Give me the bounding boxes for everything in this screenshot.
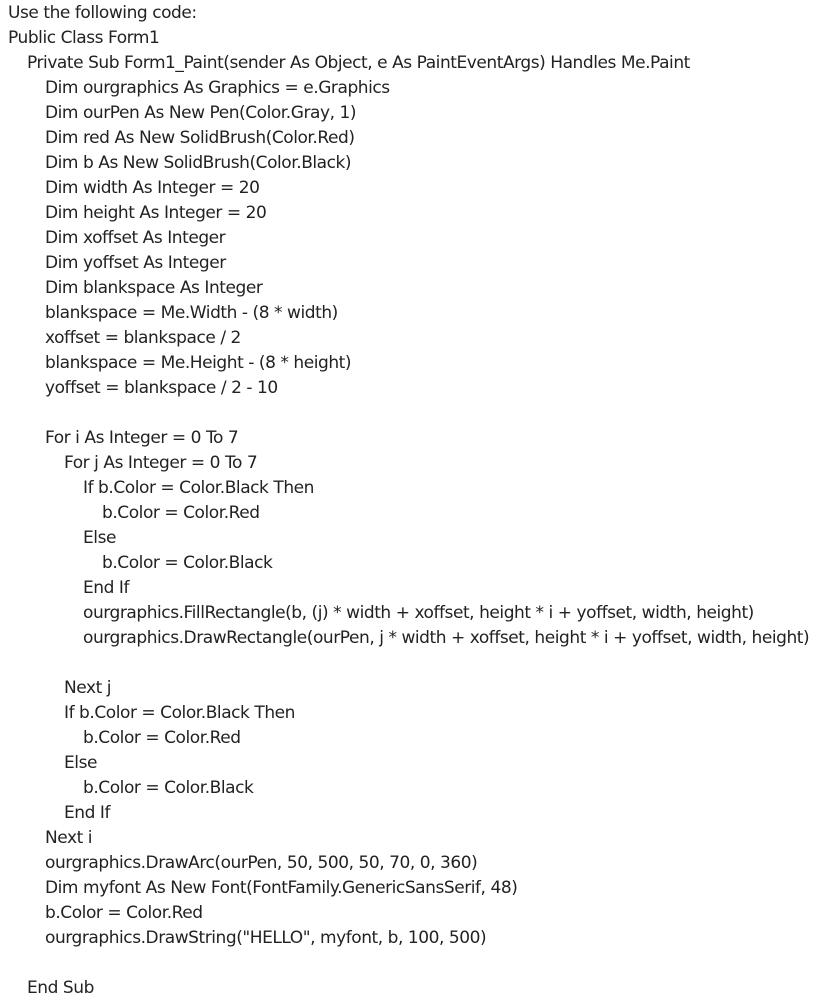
code-line: Dim yoffset As Integer <box>45 253 226 273</box>
code-line: blankspace = Me.Width - (8 * width) <box>45 303 338 323</box>
code-line: End Sub <box>27 978 94 998</box>
code-line: blankspace = Me.Height - (8 * height) <box>45 353 352 373</box>
code-line: Dim width As Integer = 20 <box>45 178 260 198</box>
code-line: ourgraphics.DrawArc(ourPen, 50, 500, 50, 70, 0, 360) <box>45 853 478 873</box>
code-line: Private Sub Form1_Paint(sender As Object, e As PaintEventArgs) Handles Me.Paint <box>27 53 690 73</box>
code-line: yoffset = blankspace / 2 - 10 <box>45 378 278 398</box>
code-line: xoffset = blankspace / 2 <box>45 328 241 348</box>
code-line: Dim b As New SolidBrush(Color.Black) <box>45 153 352 173</box>
code-line: Dim red As New SolidBrush(Color.Red) <box>45 128 355 148</box>
code-line: b.Color = Color.Black <box>102 553 273 573</box>
intro-text: Use the following code: <box>8 3 197 23</box>
blank-line <box>8 651 834 676</box>
code-line: ourgraphics.DrawString("HELLO", myfont, b, 100, 500) <box>45 928 487 948</box>
code-line: Dim blankspace As Integer <box>45 278 263 298</box>
code-line: Dim height As Integer = 20 <box>45 203 267 223</box>
code-line: For j As Integer = 0 To 7 <box>64 453 258 473</box>
code-line: If b.Color = Color.Black Then <box>83 478 315 498</box>
blank-line <box>8 951 834 976</box>
code-line: b.Color = Color.Red <box>83 728 241 748</box>
code-document <box>8 1 834 1001</box>
code-line: Else <box>83 528 116 548</box>
code-line: ourgraphics.FillRectangle(b, (j) * width + xoffset, height * i + yoffset, width, height) <box>83 603 754 623</box>
code-line: b.Color = Color.Red <box>45 903 203 923</box>
code-line: End If <box>83 578 130 598</box>
code-line: For i As Integer = 0 To 7 <box>45 428 239 448</box>
code-line: Else <box>64 753 97 773</box>
code-line: If b.Color = Color.Black Then <box>64 703 296 723</box>
code-line: Next j <box>64 678 112 698</box>
code-line: ourgraphics.DrawRectangle(ourPen, j * width + xoffset, height * i + yoffset, width, height) <box>83 628 810 648</box>
code-line: Dim xoffset As Integer <box>45 228 226 248</box>
blank-line <box>8 401 834 426</box>
code-line: End If <box>64 803 111 823</box>
code-line: Next i <box>45 828 93 848</box>
code-line: b.Color = Color.Red <box>102 503 260 523</box>
code-line: Dim ourgraphics As Graphics = e.Graphics <box>45 78 390 98</box>
code-line: b.Color = Color.Black <box>83 778 254 798</box>
code-line: Dim myfont As New Font(FontFamily.GenericSansSerif, 48) <box>45 878 518 898</box>
code-line: Dim ourPen As New Pen(Color.Gray, 1) <box>45 103 357 123</box>
code-line: Public Class Form1 <box>8 28 160 48</box>
